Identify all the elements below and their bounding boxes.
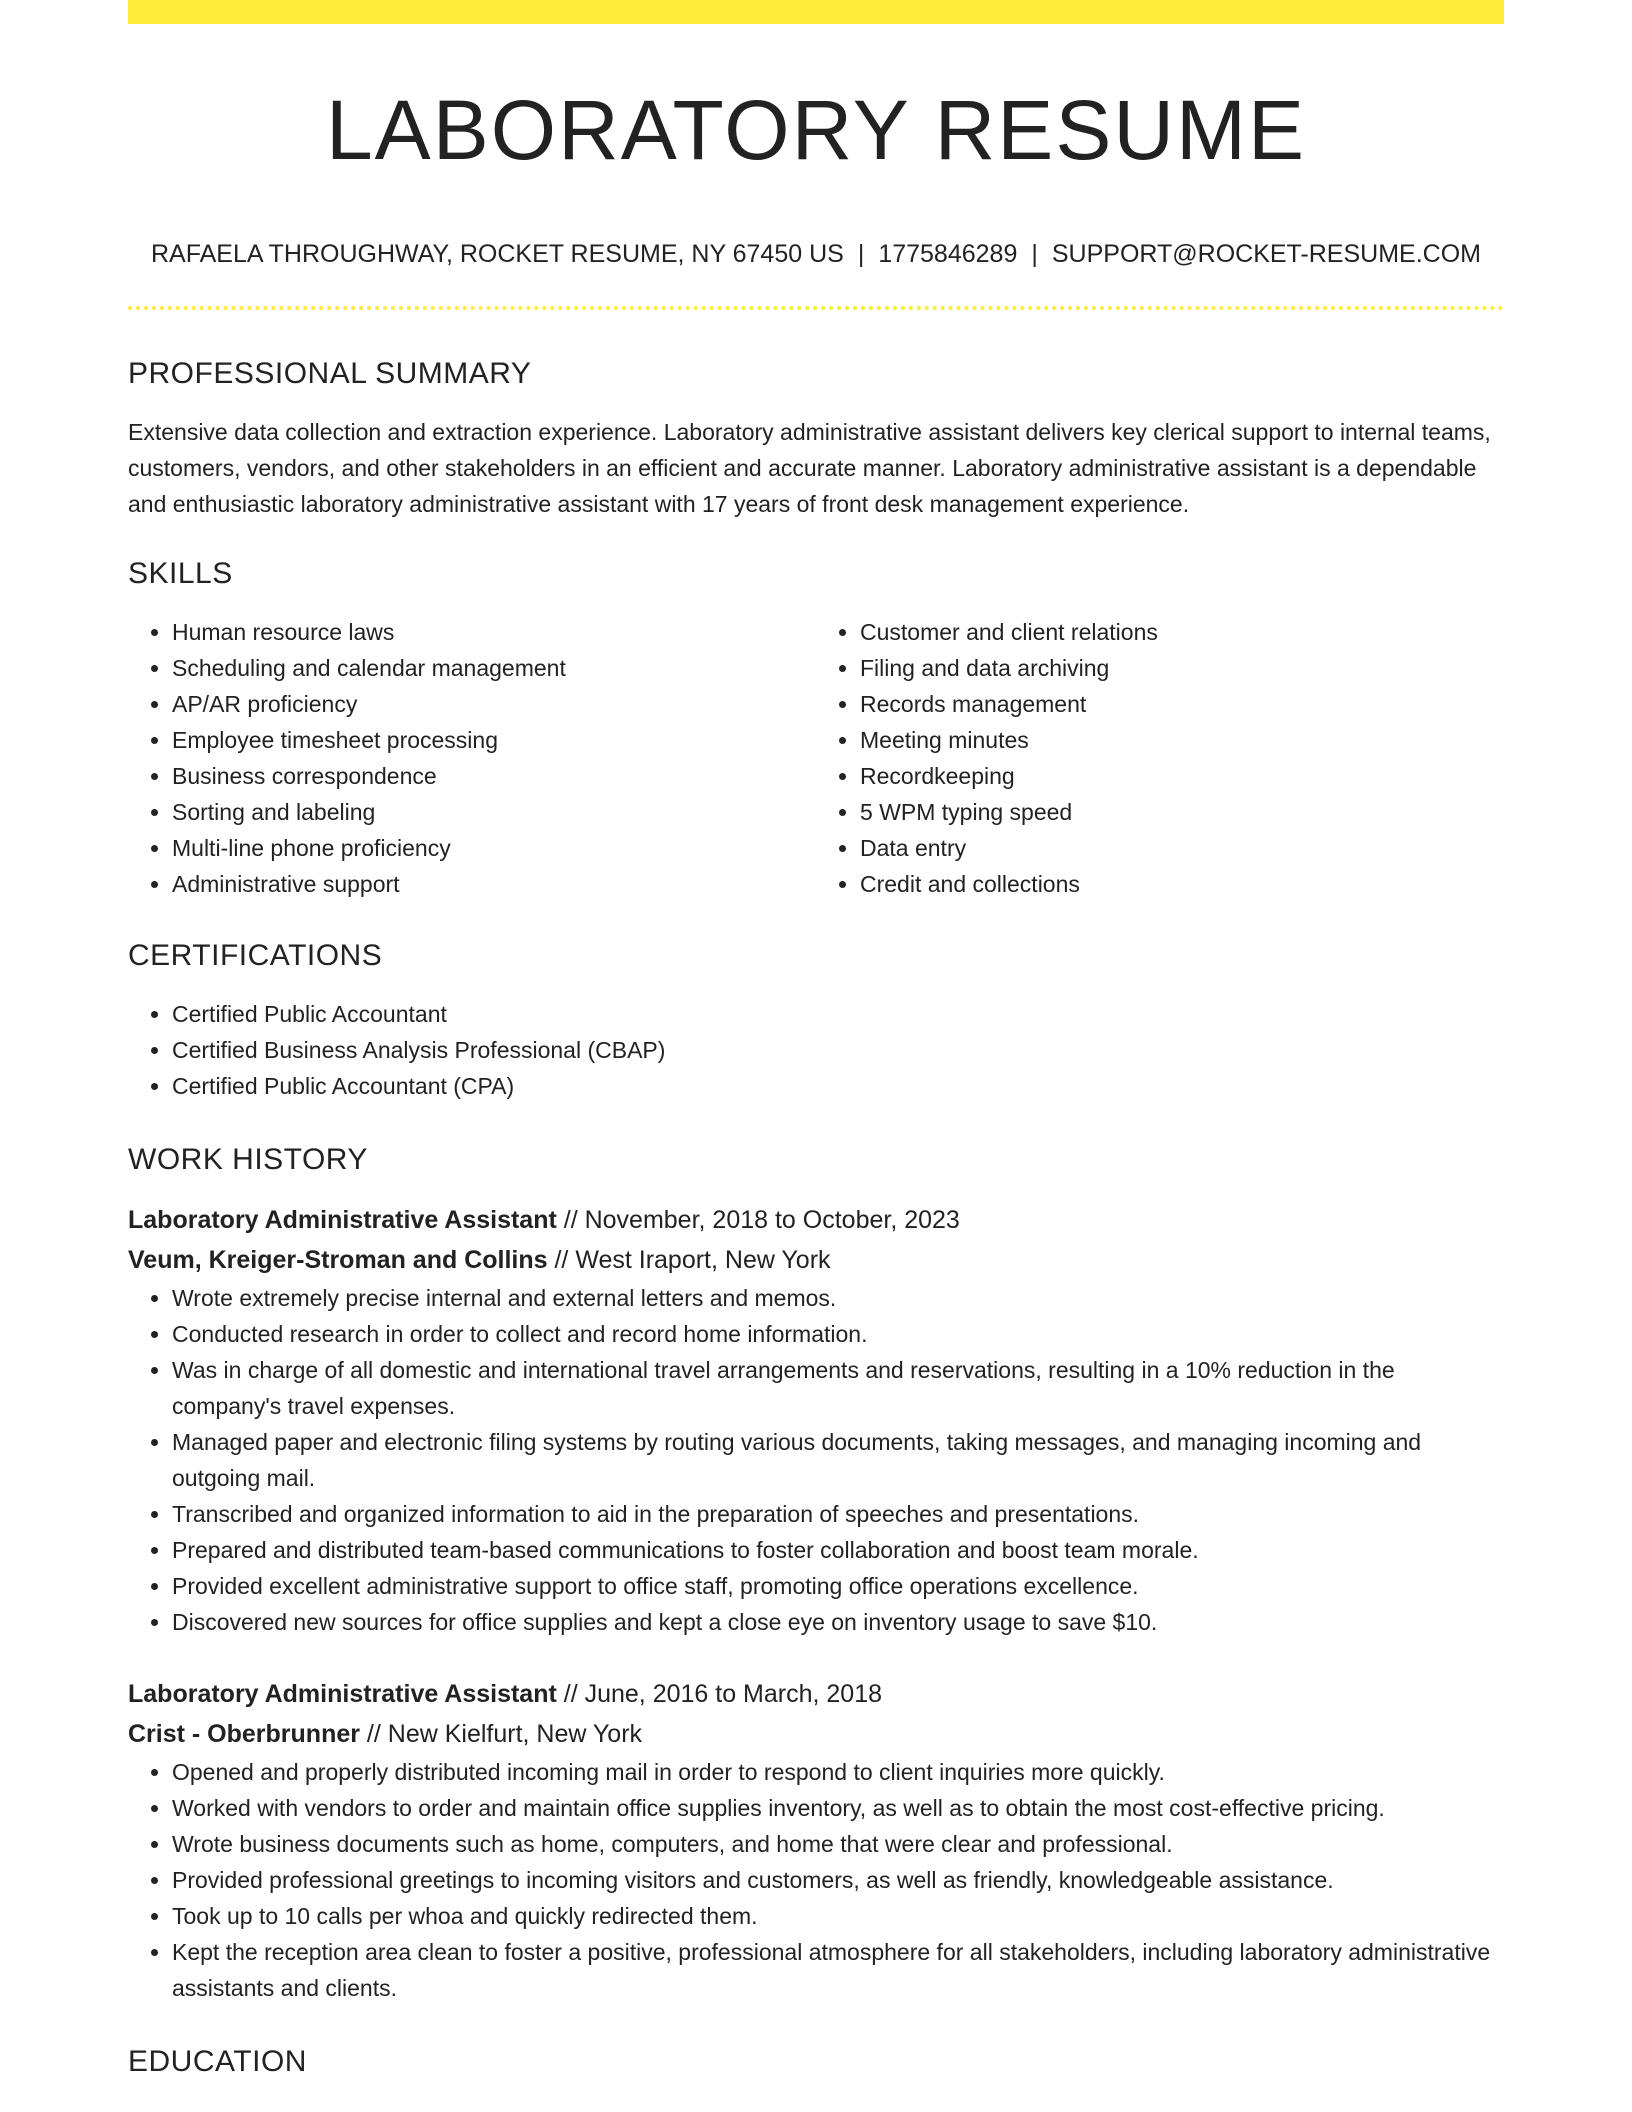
job-duties-list: [128, 1754, 1504, 2006]
job-duty-item: • Was in charge of all domestic and international travel arrangements and reservations, resulting in a 10% reduction in the company's travel expenses.: [172, 1352, 1504, 1424]
skill-item: • Recordkeeping: [860, 758, 1504, 794]
job-duty-item: • Managed paper and electronic filing systems by routing various documents, taking messages, and managing incoming and outgoing mail.: [172, 1424, 1504, 1496]
job-duty-item: • Discovered new sources for office supplies and kept a close eye on inventory usage to save $10.: [172, 1604, 1504, 1640]
job-duty-item: • Provided professional greetings to incoming visitors and customers, as well as friendly, knowledgeable assistance.: [172, 1862, 1504, 1898]
contact-phone: 1775846289: [878, 240, 1018, 268]
work-history-section: [128, 1138, 1504, 2006]
education-section: [128, 2040, 1504, 2084]
certification-item: • Certified Public Accountant: [172, 996, 1504, 1032]
job-entry: [128, 1200, 1504, 1640]
skill-item: • Data entry: [860, 830, 1504, 866]
accent-top-bar: [128, 0, 1504, 24]
job-duty-item: • Transcribed and organized information to aid in the preparation of speeches and presentations.: [172, 1496, 1504, 1532]
job-duty-item: • Conducted research in order to collect and record home information.: [172, 1316, 1504, 1352]
job-duty-item: • Prepared and distributed team-based communications to foster collaboration and boost team morale.: [172, 1532, 1504, 1568]
certification-item: • Certified Business Analysis Professional (CBAP): [172, 1032, 1504, 1068]
job-dates: // June, 2016 to March, 2018: [556, 1680, 883, 1708]
contact-separator: |: [1031, 240, 1038, 268]
contact-address: RAFAELA THROUGHWAY, ROCKET RESUME, NY 67450 US: [151, 240, 844, 268]
skill-item: • Meeting minutes: [860, 722, 1504, 758]
skills-list-left: [128, 614, 816, 902]
skill-item: • Scheduling and calendar management: [172, 650, 816, 686]
skill-item: • Records management: [860, 686, 1504, 722]
job-title-line: [128, 1674, 1504, 1714]
skill-item: • Multi-line phone proficiency: [172, 830, 816, 866]
education-heading: EDUCATION: [128, 2045, 307, 2078]
job-company-line: [128, 1240, 1504, 1280]
job-duty-item: • Kept the reception area clean to foster a positive, professional atmosphere for all stakeholders, including laboratory administrative assistants and clients.: [172, 1934, 1504, 2006]
job-duty-item: • Wrote business documents such as home, computers, and home that were clear and professional.: [172, 1826, 1504, 1862]
resume-title: LABORATORY RESUME: [325, 83, 1307, 177]
skill-item: • Sorting and labeling: [172, 794, 816, 830]
skill-item: • Filing and data archiving: [860, 650, 1504, 686]
skill-item: • Employee timesheet processing: [172, 722, 816, 758]
job-title: Laboratory Administrative Assistant: [128, 1206, 557, 1234]
resume-body: [128, 352, 1504, 2102]
skill-item: • Credit and collections: [860, 866, 1504, 902]
skill-item: • Human resource laws: [172, 614, 816, 650]
contact-line: [128, 236, 1504, 272]
summary-heading: PROFESSIONAL SUMMARY: [128, 357, 532, 390]
job-title-line: [128, 1200, 1504, 1240]
job-location: // New Kielfurt, New York: [359, 1720, 643, 1748]
certification-item: • Certified Public Accountant (CPA): [172, 1068, 1504, 1104]
certifications-heading: CERTIFICATIONS: [128, 939, 383, 972]
job-dates: // November, 2018 to October, 2023: [556, 1206, 960, 1234]
skill-item: • Administrative support: [172, 866, 816, 902]
skill-item: • 5 WPM typing speed: [860, 794, 1504, 830]
contact-email: SUPPORT@ROCKET-RESUME.COM: [1051, 240, 1481, 268]
job-entry: [128, 1674, 1504, 2006]
certifications-list: [128, 996, 1504, 1104]
job-company-line: [128, 1714, 1504, 1754]
skill-item: • AP/AR proficiency: [172, 686, 816, 722]
job-company: Veum, Kreiger-Stroman and Collins: [128, 1246, 548, 1274]
job-title: Laboratory Administrative Assistant: [128, 1680, 557, 1708]
skills-heading: SKILLS: [128, 557, 233, 590]
job-duties-list: [128, 1280, 1504, 1640]
job-company: Crist - Oberbrunner: [128, 1720, 360, 1748]
skills-grid: [128, 614, 1504, 902]
job-location: // West Iraport, New York: [547, 1246, 831, 1274]
summary-section: [128, 352, 1504, 522]
skills-section: [128, 552, 1504, 902]
job-duty-item: • Opened and properly distributed incoming mail in order to respond to client inquiries more quickly.: [172, 1754, 1504, 1790]
job-duty-item: • Provided excellent administrative support to office staff, promoting office operations excellence.: [172, 1568, 1504, 1604]
job-duty-item: • Took up to 10 calls per whoa and quickly redirected them.: [172, 1898, 1504, 1934]
skills-list-right: [816, 614, 1504, 902]
skill-item: • Customer and client relations: [860, 614, 1504, 650]
skill-item: • Business correspondence: [172, 758, 816, 794]
job-duty-item: • Worked with vendors to order and maintain office supplies inventory, as well as to obtain the most cost-effective pricing.: [172, 1790, 1504, 1826]
certifications-section: [128, 934, 1504, 1104]
contact-separator: |: [857, 240, 865, 268]
work-history-heading: WORK HISTORY: [128, 1143, 368, 1176]
dotted-divider: [128, 306, 1504, 310]
summary-text: Extensive data collection and extraction experience. Laboratory administrative assistant delivers key clerical support to internal teams, customers, vendors, and other stakeholders in an efficient and accurate manner. Laboratory administrative assistant is a dependable and enthusiastic laboratory administrative assistant with 17 years of front desk management experience.: [128, 419, 1491, 517]
job-duty-item: • Wrote extremely precise internal and external letters and memos.: [172, 1280, 1504, 1316]
